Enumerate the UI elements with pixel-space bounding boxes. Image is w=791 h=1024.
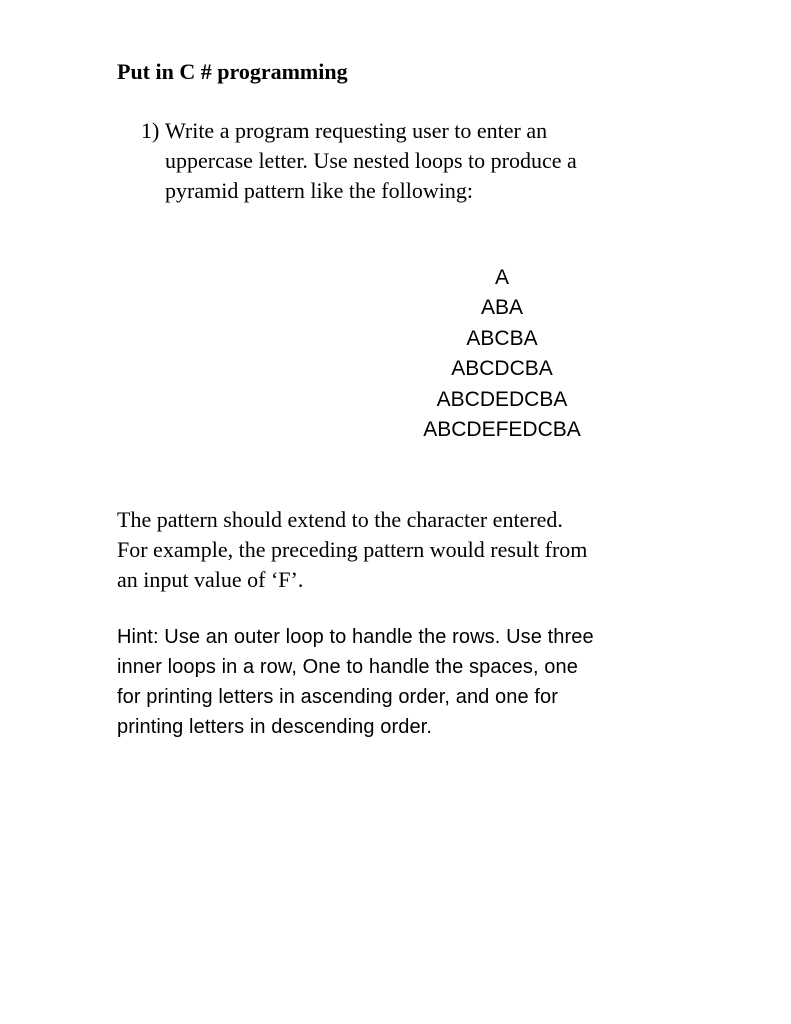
- paragraph-line-1: The pattern should extend to the character entered.: [117, 507, 563, 532]
- document-heading: Put in C # programming: [117, 59, 348, 84]
- pyramid-row-1: A: [494, 266, 509, 289]
- hint-line-3: for printing letters in ascending order, and one for: [117, 686, 559, 708]
- paragraph-line-2: For example, the preceding pattern would result from: [117, 537, 588, 562]
- question-line-1: Write a program requesting user to enter an: [165, 118, 548, 143]
- pyramid-row-2: ABA: [480, 296, 524, 319]
- question-line-3: pyramid pattern like the following:: [165, 178, 473, 203]
- hint-line-4: printing letters in descending order.: [117, 716, 432, 738]
- pyramid-row-3: ABCBA: [466, 327, 538, 350]
- pyramid-row-5: ABCDEDCBA: [436, 388, 568, 411]
- paragraph-line-3: an input value of ‘F’.: [117, 567, 304, 592]
- hint-line-1: Hint: Use an outer loop to handle the rows. Use three: [117, 626, 594, 648]
- hint-line-2: inner loops in a row, One to handle the spaces, one: [117, 656, 578, 678]
- pyramid-row-4: ABCDCBA: [451, 357, 553, 380]
- pyramid-row-6: ABCDEFEDCBA: [423, 418, 581, 441]
- question-line-2: uppercase letter. Use nested loops to produce a: [165, 148, 577, 173]
- question-number: 1): [141, 118, 160, 143]
